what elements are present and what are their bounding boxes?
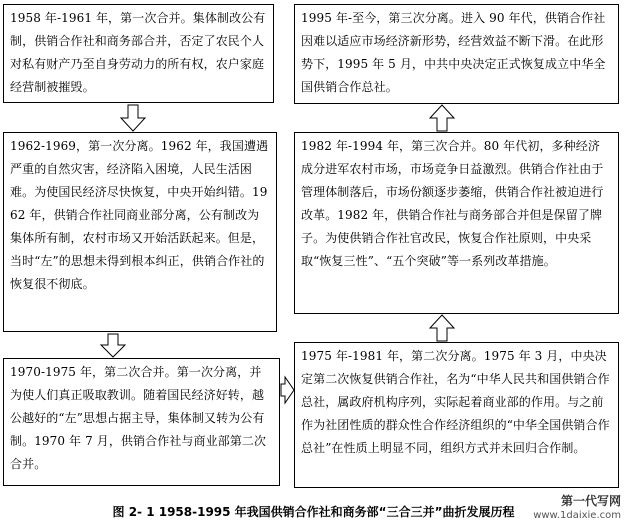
- watermark-url: www.1daixie.com: [533, 510, 621, 521]
- stage-text-1995: 1995 年-至今，第三次分离。进入 90 年代，供销合作社因难以适应市场经济新形势，经营效益不断下滑。在此形势下，1995 年 5 月，中共中央决定正式恢复成立中华全国供销合作总社。: [301, 11, 606, 94]
- stage-text-1962: 1962-1969，第一次分离。1962 年，我国遭遇严重的自然灾害，经济陷入困境，人民生活困难。为使国民经济尽快恢复，中央开始纠错。1962 年，供销合作社同商业部分离，公有制改为集体所有制，农村市场又开始活跃起来。但是，当时“左”的思想未得到根本纠正，供销合作社的恢复很不彻底。: [10, 139, 269, 291]
- stage-text-1958: 1958 年-1961 年，第一次合并。集体制改公有制，供销合作社和商务部合并，否定了农民个人对私有财产乃至自身劳动力的所有权，农户家庭经营制被摧毁。: [10, 11, 266, 94]
- stage-text-1970: 1970-1975 年，第二次合并。第一次分离，并为使人们真正吸取教训。随着国民经济好转，越公越好的“左”思想占据主导，集体制又转为公有制。1970 年 7 月，供销合作社与商业部第二次合并。: [10, 365, 267, 471]
- arrow-down-1958-to-1962: [121, 105, 145, 131]
- arrow-up-1982-to-1995: [430, 105, 454, 131]
- stage-text-1982: 1982 年-1994 年，第三次合并。80 年代初，多种经济成分进军农村市场，市场竞争日益激烈。供销合作社由于管理体制落后，市场份额逐步萎缩，供销合作社被迫进行改革。1982 年，供销合作社与商务部合并但是保留了牌子。为使供销合作社官改民，恢复合作社原则，中央采取“恢复三性”、“五个突破”等一系列改革措施。: [301, 139, 604, 268]
- arrow-down-1962-to-1970: [101, 334, 125, 357]
- arrow-right-1970-to-1975: [281, 377, 294, 403]
- stage-text-1975: 1975 年-1981 年，第二次分离。1975 年 3 月，中央决定第二次恢复供销合作社，名为“中华人民共和国供销合作总社，属政府机构序列，实际起着商业部的作用。与之前作为社团性质的群众性合作经济组织的“中华全国供销合作总社”在性质上明显不同，组织方式并未回归合作制。: [301, 349, 610, 455]
- watermark-logo: [533, 494, 621, 522]
- watermark-title: 第一代写网: [560, 494, 621, 508]
- figure-caption: 图 2- 1 1958-1995 年我国供销合作社和商务部“三合三并”曲折发展历程: [112, 505, 515, 519]
- arrow-up-1975-to-1982: [430, 315, 454, 341]
